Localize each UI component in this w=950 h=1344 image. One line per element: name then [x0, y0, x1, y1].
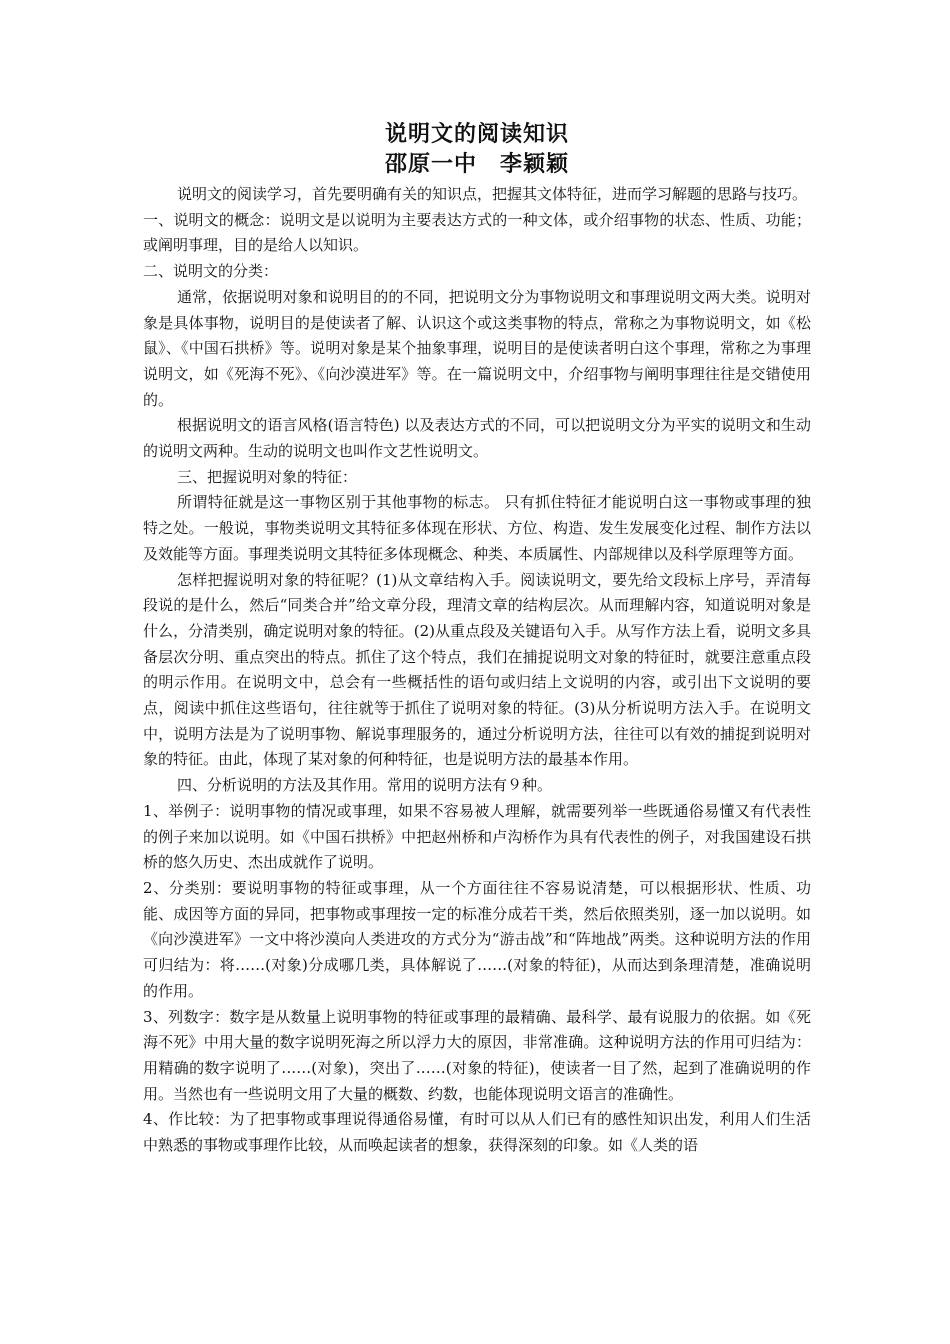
paragraph: 一、说明文的概念：说明文是以说明为主要表达方式的一种文体，或介绍事物的状态、性质、功能；或阐明事理，目的是给人以知识。 [143, 210, 811, 255]
paragraph: 四、分析说明的方法及其作用。常用的说明方法有９种。 [177, 776, 553, 795]
paragraph: 4、作比较：为了把事物或事理说得通俗易懂，有时可以从人们已有的感性知识出发，利用人们生活中熟悉的事物或事理作比较，从而唤起读者的想象，获得深刻的印象。如《人类的语 [143, 1110, 811, 1155]
paragraph: 根据说明文的语言风格(语言特色) 以及表达方式的不同，可以把说明文分为平实的说明文和生动的说明文两种。生动的说明文也叫作文艺性说明文。 [143, 416, 811, 461]
document-title: 说明文的阅读知识 [384, 122, 569, 147]
document-author: 邵原一中 李颖颖 [384, 152, 569, 177]
paragraph-list [143, 182, 811, 1159]
document-body [143, 120, 811, 1159]
paragraph: 说明文的阅读学习，首先要明确有关的知识点，把握其文体特征，进而学习解题的思路与技巧。 [177, 185, 808, 203]
paragraph: 怎样把握说明对象的特征呢？(1)从文章结构入手。阅读说明文，要先给文段标上序号，弄清每段说的是什么，然后“同类合并”给文章分段，理清文章的结构层次。从而理解内容，知道说明对象是什么，分清类别，确定说明对象的特征。(2)从重点段及关键语句入手。从写作方法上看，说明文多具备层次分明、重点突出的特点。抓住了这个特点，我们在捕捉说明文对象的特征时，就要注意重点段的明示作用。在说明文中，总会有一些概括性的语句或归结上文说明的内容，或引出下文说明的要点，阅读中抓住这些语句，往往就等于抓住了说明对象的特征。(3)从分析说明方法入手。在说明文中，说明方法是为了说明事物、解说事理服务的，通过分析说明方法，往往可以有效的捕捉到说明对象的特征。由此，体现了某对象的何种特征，也是说明方法的最基本作用。 [143, 570, 811, 769]
paragraph: 所谓特征就是这一事物区别于其他事物的标志。 只有抓住特征才能说明白这一事物或事理的独特之处。一般说，事物类说明文其特征多体现在形状、方位、构造、发生发展变化过程、制作方法以及效能等方面。事理类说明文其特征多体现概念、种类、本质属性、内部规律以及科学原理等方面。 [143, 493, 811, 563]
paragraph: 三、把握说明对象的特征： [177, 467, 358, 486]
paragraph: 1、举例子：说明事物的情况或事理，如果不容易被人理解，就需要列举一些既通俗易懂又有代表性的例子来加以说明。如《中国石拱桥》中把赵州桥和卢沟桥作为具有代表性的例子，对我国建设石拱桥的悠久历史、杰出成就作了说明。 [143, 801, 811, 872]
paragraph: 2、分类别：要说明事物的特征或事理，从一个方面往往不容易说清楚，可以根据形状、性质、功能、成因等方面的异同，把事物或事理按一定的标准分成若干类，然后依照类别，逐一加以说明。如《向沙漠进军》一文中将沙漠向人类进攻的方式分为“游击战”和“阵地战”两类。这种说明方法的作用可归结为：将……(对象)分成哪几类，具体解说了……(对象的特征)，从而达到条理清楚，准确说明的作用。 [143, 878, 811, 1000]
paragraph: 3、列数字：数字是从数量上说明事物的特征或事理的最精确、最科学、最有说服力的依据。如《死海不死》中用大量的数字说明死海之所以浮力大的原因，非常准确。这种说明方法的作用可归结为：用精确的数字说明了……(对象)，突出了……(对象的特征)，使读者一目了然，起到了准确说明的作用。当然也有一些说明文用了大量的概数、约数，也能体现说明文语言的准确性。 [143, 1007, 811, 1103]
paragraph: 二、说明文的分类： [143, 262, 279, 281]
paragraph: 通常，依据说明对象和说明目的的不同，把说明文分为事物说明文和事理说明文两大类。说明对象是具体事物，说明目的是使读者了解、认识这个或这类事物的特点，常称之为事物说明文，如《松鼠》、《中国石拱桥》等。说明对象是某个抽象事理，说明目的是使读者明白这个事理，常称之为事理说明文，如《死海不死》、《向沙漠进军》等。在一篇说明文中，介绍事物与阐明事理往往是交错使用的。 [143, 287, 811, 409]
